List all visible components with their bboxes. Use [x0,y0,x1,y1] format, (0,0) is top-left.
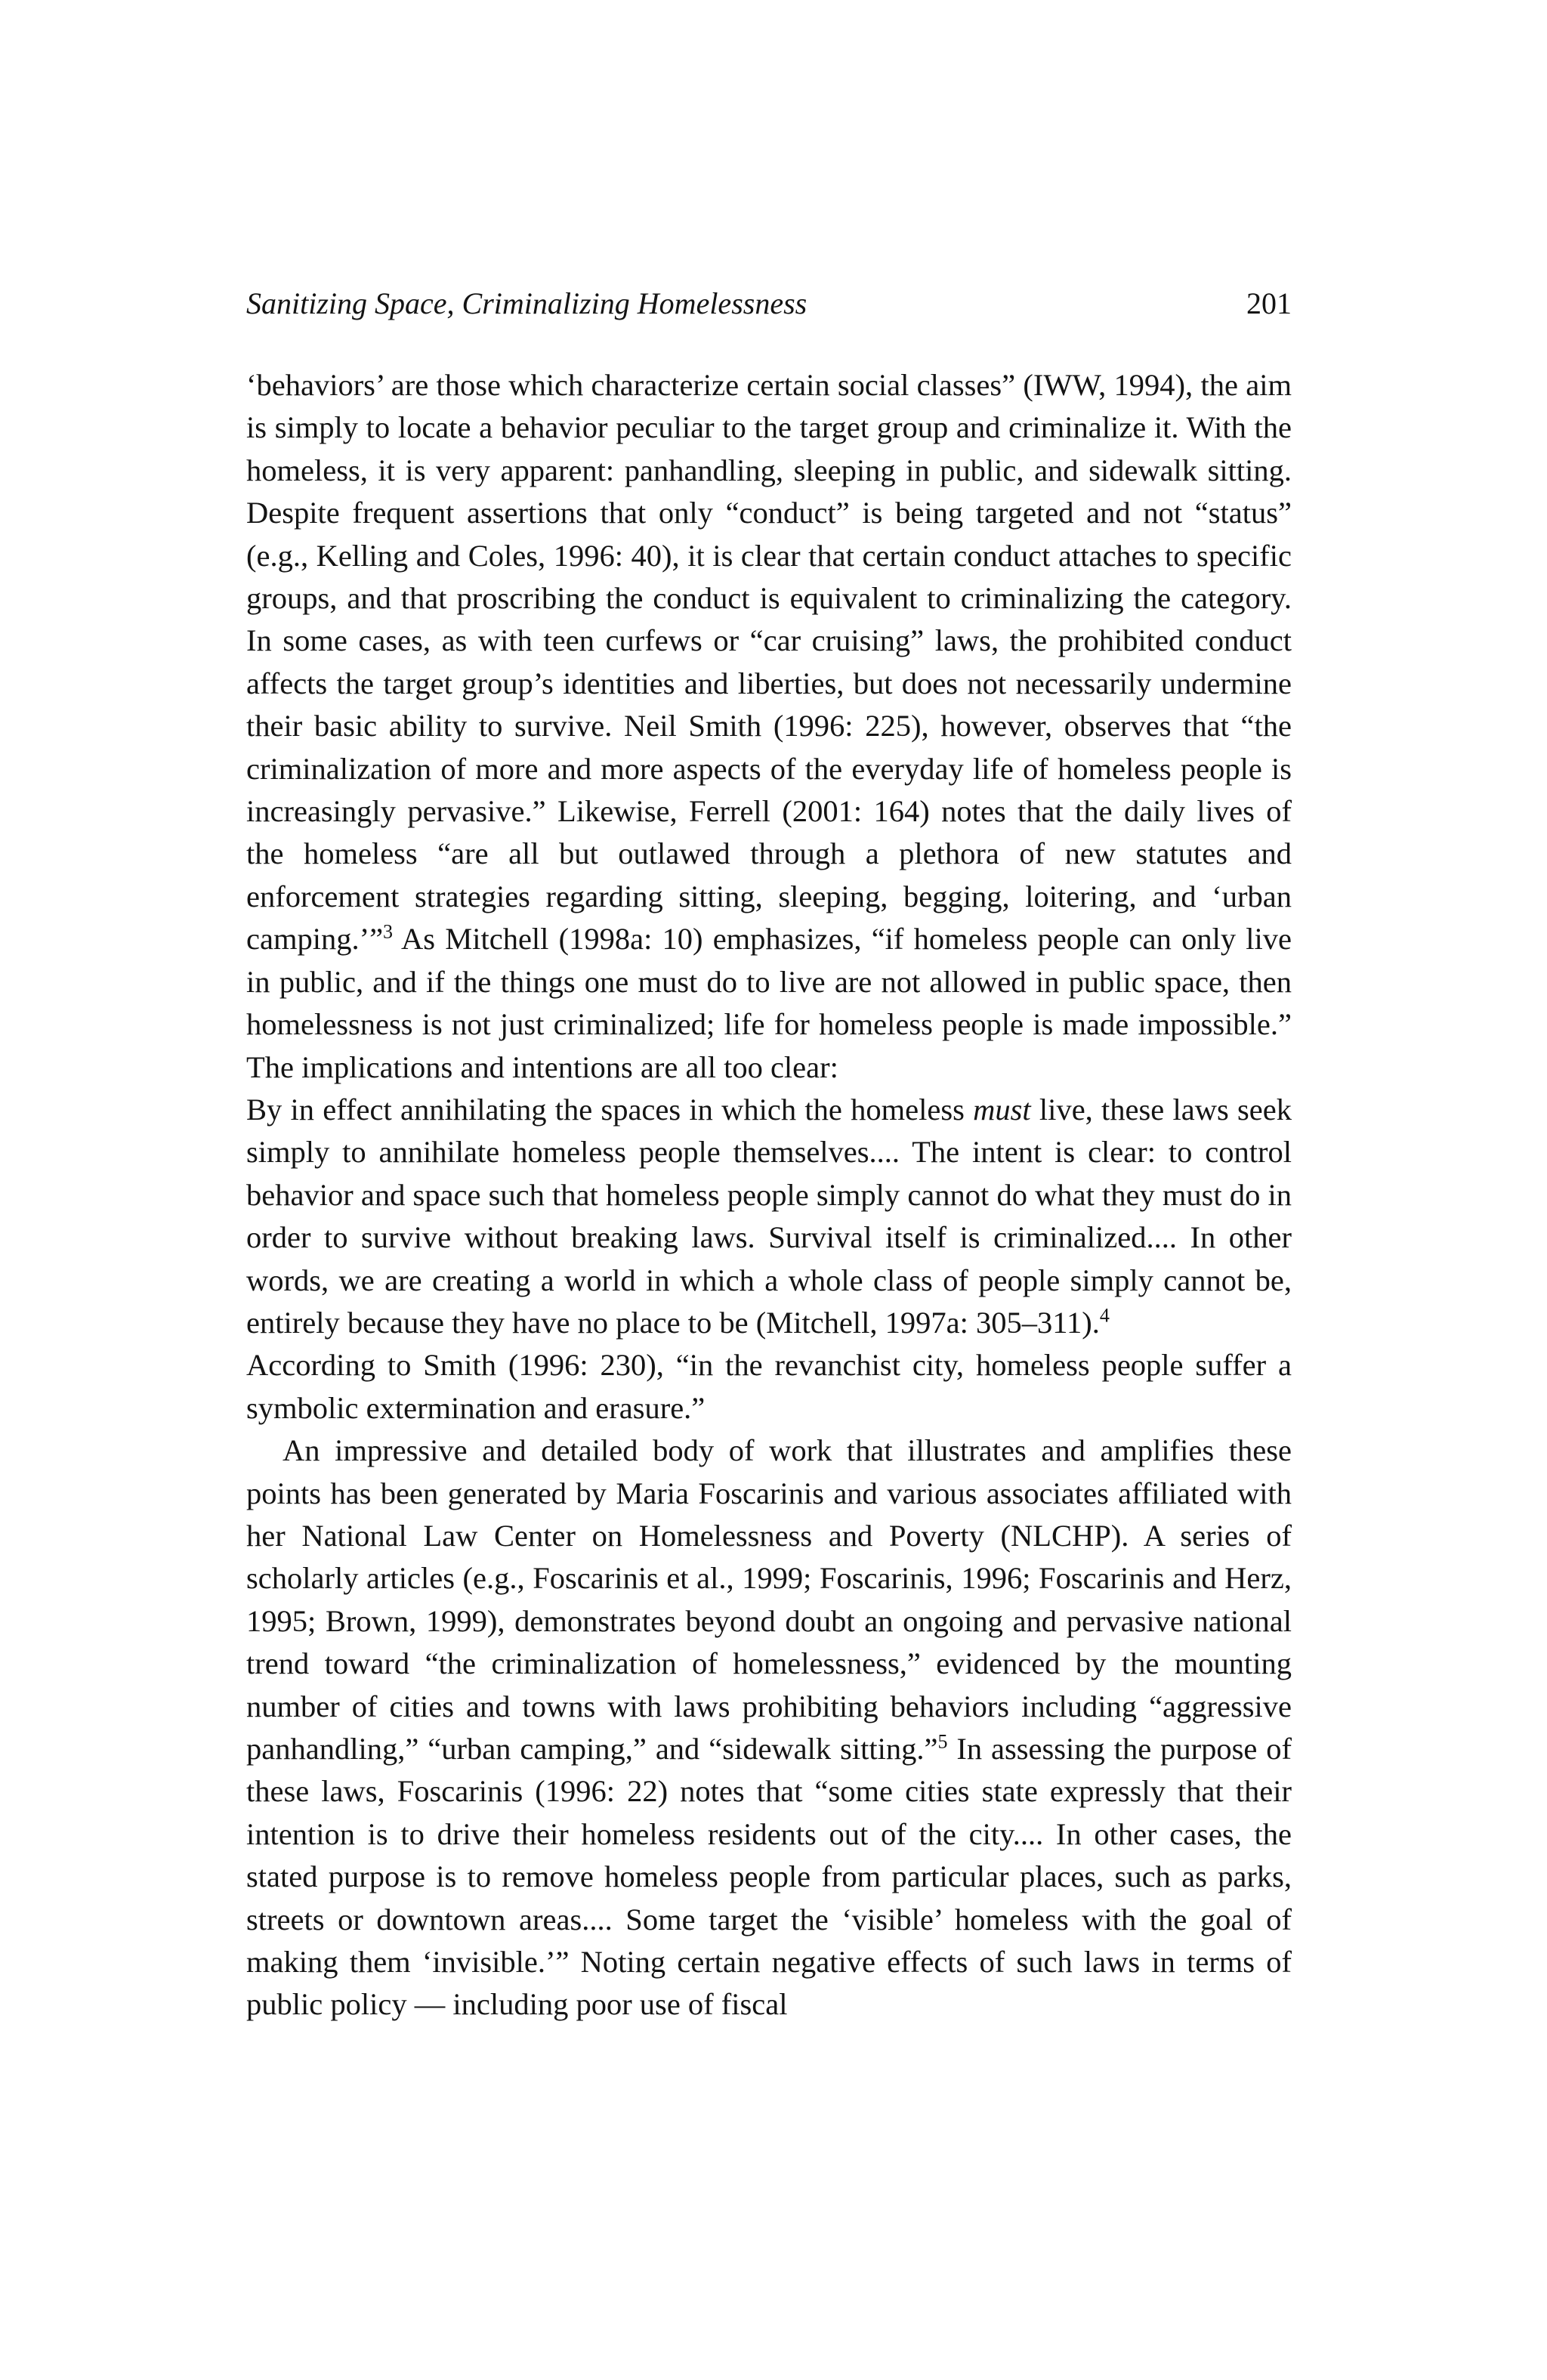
footnote-marker: 4 [1099,1304,1110,1327]
paragraph-text: An impressive and detailed body of work that illustrates and amplifies these points has been generated by Maria Foscarinis and various associates affiliated with her National Law Center on Homelessness and Poverty (NLCHP). A series of scholarly articles (e.g., Foscarinis et al., 1999; Foscarinis, 1996; Foscarinis and Herz, 1995; Brown, 1999), demonstrates beyond doubt an ongoing and pervasive national trend toward “the criminalization of homelessness,” evidenced by the mounting number of cities and towns with laws prohibiting behaviors including “aggressive panhandling,” “urban camping,” and “sidewalk sitting.” [246,1433,1292,1766]
running-header [246,281,1292,326]
page-number: 201 [1246,286,1292,320]
running-title: Sanitizing Space, Criminalizing Homelessness [246,286,807,320]
footnote-marker: 5 [937,1730,948,1753]
paragraph-continued [246,364,1292,1089]
quote-emphasis: must [973,1092,1031,1127]
paragraph-text: In assessing the purpose of these laws, Foscarinis (1996: 22) notes that “some cities state expressly that their intention is to drive their homeless residents out of the city.... In other cases, the stated purpose is to remove homeless people from particular places, such as parks, streets or downtown areas.... Some target the ‘visible’ homeless with the goal of making them ‘invisible.’” Noting certain negative effects of such laws in terms of public policy — including poor use of fiscal [246,1732,1292,2022]
quote-text: By in effect annihilating the spaces in which the homeless [246,1092,974,1127]
book-page [246,281,1292,2026]
block-quote [246,1089,1292,1344]
paragraph [246,1430,1292,2026]
body-text [246,364,1292,2026]
paragraph-text: ‘behaviors’ are those which characterize certain social classes” (IWW, 1994), the aim is simply to locate a behavior peculiar to the target group and criminalize it. With the homeless, it is very apparent: panhandling, sleeping in public, and sidewalk sitting. Despite frequent assertions that only “conduct” is being targeted and not “status” (e.g., Kelling and Coles, 1996: 40), it is clear that certain conduct attaches to specific groups, and that proscribing the conduct is equivalent to criminalizing the category. In some cases, as with teen curfews or “car cruising” laws, the prohibited conduct affects the target group’s identities and liberties, but does not necessarily undermine their basic ability to survive. Neil Smith (1996: 225), however, observes that “the criminalization of more and more aspects of the everyday life of homeless people is increasingly pervasive.” Likewise, Ferrell (2001: 164) notes that the daily lives of the homeless “are all but outlawed through a plethora of new statutes and enforcement strategies regarding sitting, sleeping, begging, loitering, and ‘urban camping.’” [246,368,1292,957]
footnote-marker: 3 [383,920,394,943]
paragraph-text: As Mitchell (1998a: 10) emphasizes, “if homeless people can only live in public, and if the things one must do to live are not allowed in public space, then homelessness is not just criminalized; life for homeless people is made impossible.” The implications and intentions are all too clear: [246,922,1292,1084]
quote-text: live, these laws seek simply to annihilate homeless people themselves.... The intent is clear: to control behavior and space such that homeless people simply cannot do what they must do in order to survive without breaking laws. Survival itself is criminalized.... In other words, we are creating a world in which a whole class of people simply cannot be, entirely because they have no place to be (Mitchell, 1997a: 305–311). [246,1092,1292,1340]
paragraph: According to Smith (1996: 230), “in the revanchist city, homeless people suffer a symbolic extermination and erasure.” [246,1348,1292,1425]
